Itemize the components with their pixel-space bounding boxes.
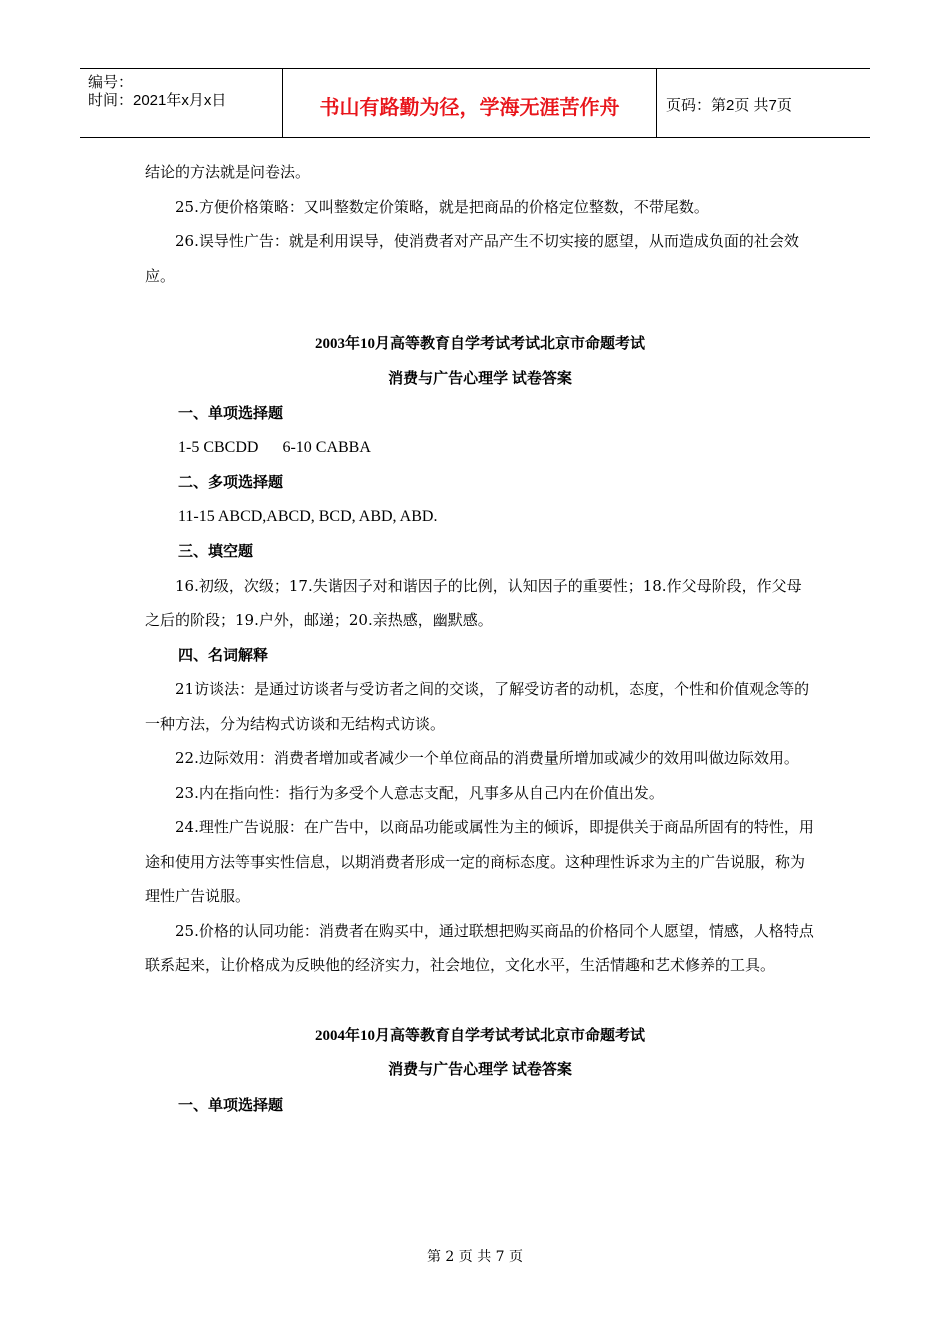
- section-heading: 一、单项选择题: [178, 404, 284, 422]
- header-info-cell: [80, 69, 283, 137]
- exam-title: 2003年10月高等教育自学考试考试北京市命题考试: [314, 336, 645, 352]
- page-header: [80, 68, 870, 138]
- time-label: 时间：2021年x月x日: [88, 92, 227, 109]
- header-motto: 书山有路勤为径，学海无涯苦作舟: [283, 69, 657, 137]
- paragraph: 25.价格的认同功能：消费者在购买中，通过联想把购买商品的价格同个人愿望，情感，人格特点联系起来，让价格成为反映他的经济实力，社会地位，文化水平，生活情趣和艺术修养的工具。: [145, 921, 814, 974]
- paragraph: 23.内在指向性：指行为多受个人意志支配，凡事多从自己内在价值出发。: [175, 783, 664, 802]
- section-heading: 三、填空题: [178, 542, 254, 560]
- paragraph: 25.方便价格策略：又叫整数定价策略，就是把商品的价格定位整数，不带尾数。: [175, 197, 709, 216]
- header-page-label: 页码：第2页 共7页: [666, 96, 792, 114]
- answer-line: 1-5 CBCDD 6-10 CABBA: [178, 438, 371, 456]
- exam-subtitle: 消费与广告心理学 试卷答案: [388, 1062, 572, 1078]
- page-footer: 第 2 页 共 7 页: [426, 1249, 524, 1265]
- paragraph: 24.理性广告说服：在广告中，以商品功能或属性为主的倾诉，即提供关于商品所固有的特性，用途和使用方法等事实性信息，以期消费者形成一定的商标态度。这种理性诉求为主的广告说服，称为理性广告说服。: [145, 818, 814, 905]
- exam-subtitle: 消费与广告心理学 试卷答案: [388, 370, 572, 387]
- section-heading: 一、单项选择题: [178, 1095, 284, 1114]
- exam-title: 2004年10月高等教育自学考试考试北京市命题考试: [314, 1027, 645, 1044]
- section-heading: 二、多项选择题: [178, 473, 284, 491]
- number-label: 编号：: [88, 74, 134, 91]
- paragraph: 结论的方法就是问卷法。: [145, 163, 311, 181]
- paragraph: 21访谈法：是通过访谈者与受访者之间的交谈，了解受访者的动机，态度，个性和价值观念等的一种方法，分为结构式访谈和无结构式访谈。: [145, 680, 810, 733]
- section-heading: 四、名词解释: [178, 645, 269, 664]
- answer-line: 11-15 ABCD,ABCD, BCD, ABD, ABD.: [178, 507, 438, 525]
- paragraph: 22.边际效用：消费者增加或者减少一个单位商品的消费量所增加或减少的效用叫做边际效用。: [175, 749, 799, 767]
- paragraph: 26.误导性广告：就是利用误导，使消费者对产品产生不切实接的愿望，从而造成负面的社会效应。: [145, 232, 799, 285]
- document-body: [145, 155, 815, 1122]
- paragraph: 16.初级，次级；17.失谐因子对和谐因子的比例，认知因子的重要性；18.作父母阶段，作父母之后的阶段；19.户外，邮递；20.亲热感，幽默感。: [145, 576, 802, 629]
